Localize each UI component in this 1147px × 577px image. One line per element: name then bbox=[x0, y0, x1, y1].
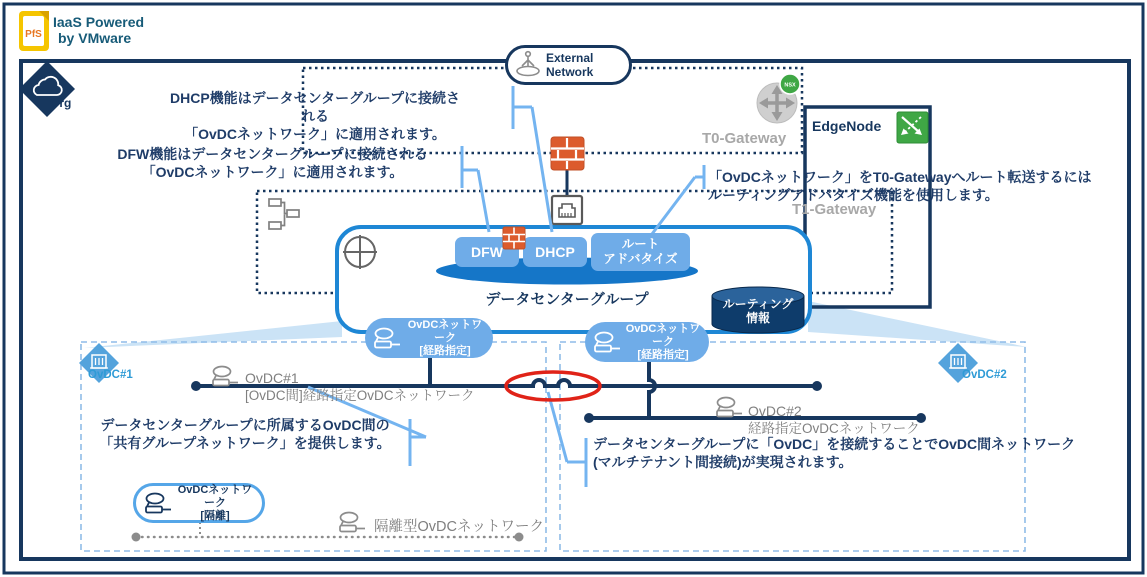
isolated-endpoint-left bbox=[132, 533, 141, 542]
ovdc1-network-name: OvDC#1 bbox=[245, 370, 299, 386]
annotation-dfw-line2: 「OvDCネットワーク」に適用されます。 bbox=[141, 164, 404, 180]
annotation-route-line2: ルーティングアドバタイズ機能を使用します。 bbox=[708, 187, 999, 203]
ovdc2-network-name: OvDC#2 bbox=[748, 403, 802, 419]
external-network-label-line2: Network bbox=[546, 65, 594, 79]
annotation-route-line1: 「OvDCネットワーク」をT0-Gatewayへルート転送するには bbox=[708, 169, 1092, 185]
line2-endpoint-left bbox=[584, 413, 594, 423]
svg-text:NSX: NSX bbox=[784, 82, 796, 89]
ovdc2-network-desc: 経路指定OvDCネットワーク bbox=[748, 421, 920, 436]
switch-icon-pill-isolated bbox=[144, 492, 172, 514]
dfw-firewall-icon bbox=[501, 225, 527, 251]
annotation-dhcp bbox=[165, 89, 465, 143]
annotation-dfw bbox=[100, 145, 445, 181]
annotation-dhcp-line1: DHCP機能はデータセンターグループに接続される bbox=[170, 90, 460, 124]
external-network-node bbox=[505, 45, 632, 85]
ethernet-port-icon bbox=[552, 196, 582, 224]
annotation-route-advertise bbox=[708, 168, 1091, 204]
annotation-shared-line2: 「共有グループネットワーク」を提供します。 bbox=[99, 435, 391, 451]
pfs-logo-icon bbox=[19, 11, 49, 51]
routing-info-label bbox=[712, 297, 804, 325]
edgenode-icon bbox=[897, 112, 928, 143]
firewall-icon bbox=[551, 137, 584, 170]
ovdc-network-pill-isolated bbox=[133, 483, 265, 523]
line1-endpoint-left bbox=[191, 381, 201, 391]
dhcp-service-chip: DHCP bbox=[523, 237, 587, 267]
annotation-multi-line2: (マルチテナント間接続)が実現されます。 bbox=[593, 454, 853, 470]
switch-icon-pill2 bbox=[593, 331, 621, 353]
annotation-shared-line1: データセンターグループに所属するOvDC間の bbox=[100, 417, 390, 433]
routing-info-line2: 情報 bbox=[745, 311, 770, 325]
ovdc-network-pill-routed1 bbox=[365, 318, 493, 358]
isolated-pill-line1: OvDCネットワーク bbox=[177, 483, 253, 509]
route-advertise-service-chip bbox=[591, 233, 690, 271]
pill2-line2: [経路指定] bbox=[637, 348, 689, 361]
line1-endpoint-right bbox=[812, 381, 822, 391]
route-chip-line2: アドバタイズ bbox=[603, 252, 678, 266]
annotation-multi-line1: データセンターグループに「OvDC」を接続することでOvDC間ネットワーク bbox=[593, 436, 1076, 452]
ovdc1-zone-tag: OvDC#1 bbox=[88, 369, 133, 381]
ovdc1-network-desc: [OvDC間]経路指定OvDCネットワーク bbox=[245, 388, 475, 403]
pill1-line1: OvDCネットワーク bbox=[407, 318, 483, 344]
pill2-line1: OvDCネットワーク bbox=[625, 322, 701, 348]
org-label: Org bbox=[50, 96, 72, 110]
t1-gateway-label: T1-Gateway bbox=[792, 201, 877, 218]
annotation-multi-tenant bbox=[593, 435, 1075, 471]
antenna-icon bbox=[514, 50, 542, 80]
ovdc-network-pill-routed2 bbox=[585, 322, 709, 362]
external-network-label-line1: External bbox=[546, 51, 594, 65]
logo-title-line1: IaaS Powered bbox=[53, 14, 145, 30]
svg-text:PfS: PfS bbox=[25, 29, 42, 40]
ovdc2-zone-tag: OvDC#2 bbox=[962, 369, 1007, 381]
nsx-badge-icon bbox=[780, 74, 800, 94]
datacenter-group-label: データセンターグループ bbox=[485, 291, 649, 308]
annotation-dhcp-line2: 「OvDCネットワーク」に適用されます。 bbox=[184, 126, 446, 142]
switch-icon-pill1 bbox=[373, 327, 401, 349]
edgenode-label: EdgeNode bbox=[812, 118, 882, 134]
pill1-line2: [経路指定] bbox=[419, 344, 471, 357]
t0-gateway-label: T0-Gateway bbox=[702, 130, 787, 147]
ovdc1-network-label bbox=[245, 370, 475, 404]
isolated-pill-line2: [隔離] bbox=[200, 509, 230, 522]
logo-title-line2: by VMware bbox=[58, 30, 132, 46]
route-chip-line1: ルート bbox=[621, 237, 660, 251]
ovdc2-network-label bbox=[748, 403, 920, 437]
dfw-service-chip: DFW bbox=[455, 237, 519, 267]
annotation-shared-group bbox=[85, 416, 405, 452]
annotation-dfw-line1: DFW機能はデータセンターグループに接続される bbox=[117, 146, 428, 162]
isolated-network-label: 隔離型OvDCネットワーク bbox=[374, 519, 544, 535]
routing-info-line1: ルーティング bbox=[722, 297, 794, 311]
